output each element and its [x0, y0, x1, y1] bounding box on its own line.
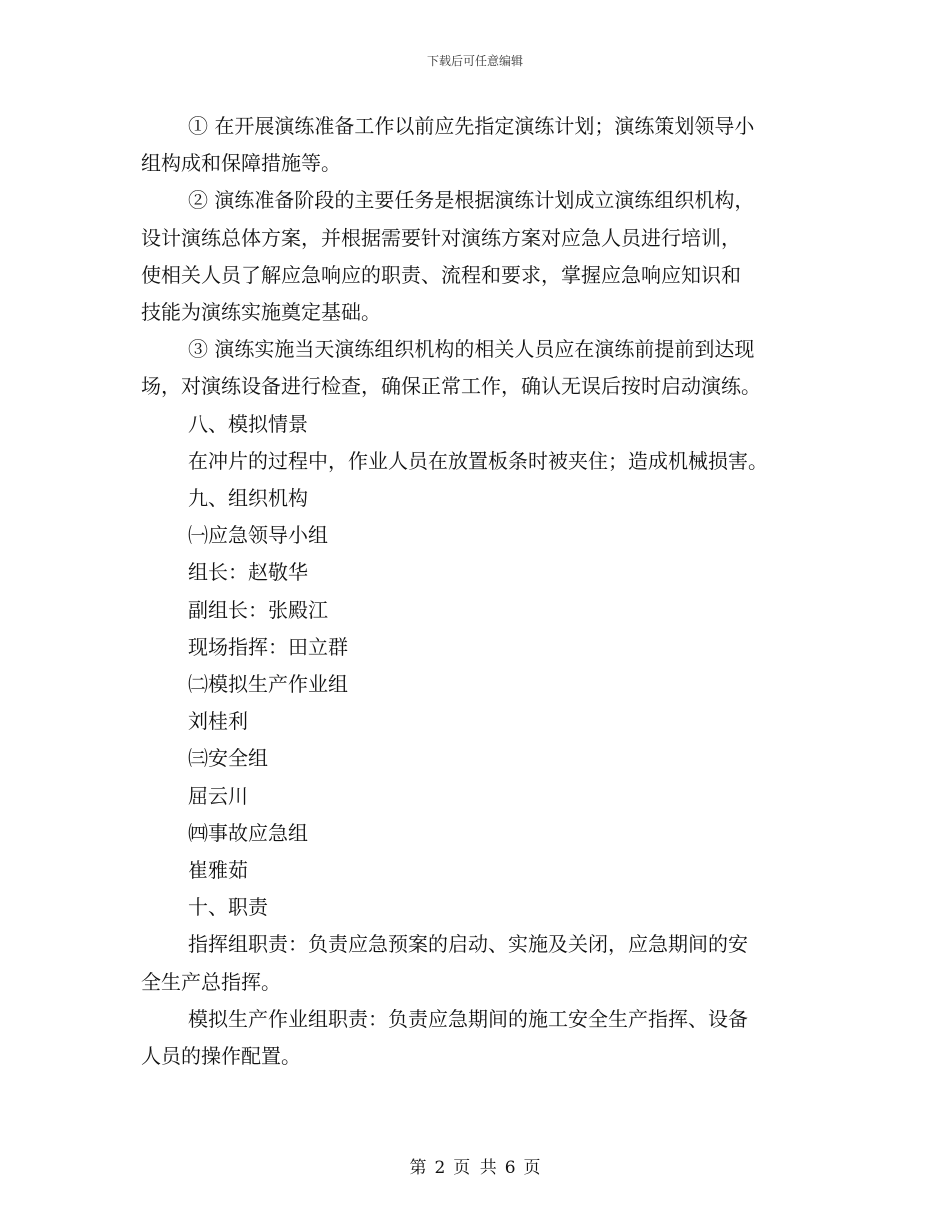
text-line: 设计演练总体方案，并根据需要针对演练方案对应急人员进行培训， [141, 225, 741, 250]
section-heading: 八、模拟情景 [188, 411, 308, 436]
text-line: 崔雅茹 [188, 858, 248, 883]
text-line: 模拟生产作业组职责：负责应急期间的施工安全生产指挥、设备 [188, 1006, 748, 1031]
text-line: 技能为演练实施奠定基础。 [141, 300, 381, 325]
subsection-heading: ㈠应急领导小组 [188, 523, 328, 548]
text-line: 组构成和保障措施等。 [141, 151, 341, 176]
subsection-heading: ㈣事故应急组 [188, 820, 308, 845]
text-line: 现场指挥：田立群 [188, 634, 348, 659]
subsection-heading: ㈢安全组 [188, 746, 268, 771]
text-line: 场，对演练设备进行检查，确保正常工作，确认无误后按时启动演练。 [141, 374, 761, 399]
page-footer [0, 1153, 950, 1178]
section-heading: 九、组织机构 [188, 486, 308, 511]
document-body [141, 108, 816, 1075]
text-line: 指挥组职责：负责应急预案的启动、实施及关闭，应急期间的安 [188, 932, 748, 957]
text-line: 使相关人员了解应急响应的职责、流程和要求，掌握应急响应知识和 [141, 262, 741, 287]
page-header: 下载后可任意编辑 [426, 54, 523, 68]
text-line: 刘桂利 [188, 709, 248, 734]
text-line: 组长：赵敬华 [188, 560, 308, 585]
text-line: 副组长：张殿江 [188, 597, 328, 622]
text-line: ① 在开展演练准备工作以前应先指定演练计划；演练策划领导小 [188, 114, 755, 138]
text-line: 屈云川 [188, 783, 248, 808]
subsection-heading: ㈡模拟生产作业组 [188, 672, 348, 697]
text-line: 全生产总指挥。 [141, 969, 281, 994]
page-label-suffix: 页 [523, 1158, 541, 1178]
text-line: 在冲片的过程中，作业人员在放置板条时被夹住；造成机械损害。 [188, 448, 768, 473]
page-label-prefix: 第 [409, 1158, 427, 1178]
total-pages-number: 6 [504, 1158, 516, 1178]
current-page-number: 2 [434, 1158, 446, 1178]
text-line: ② 演练准备阶段的主要任务是根据演练计划成立演练组织机构， [188, 188, 755, 213]
section-heading: 十、职责 [188, 895, 268, 920]
text-line: 人员的操作配置。 [141, 1044, 301, 1069]
text-line: ③ 演练实施当天演练组织机构的相关人员应在演练前提前到达现 [188, 337, 755, 362]
page-label-mid: 页 共 [453, 1158, 497, 1178]
